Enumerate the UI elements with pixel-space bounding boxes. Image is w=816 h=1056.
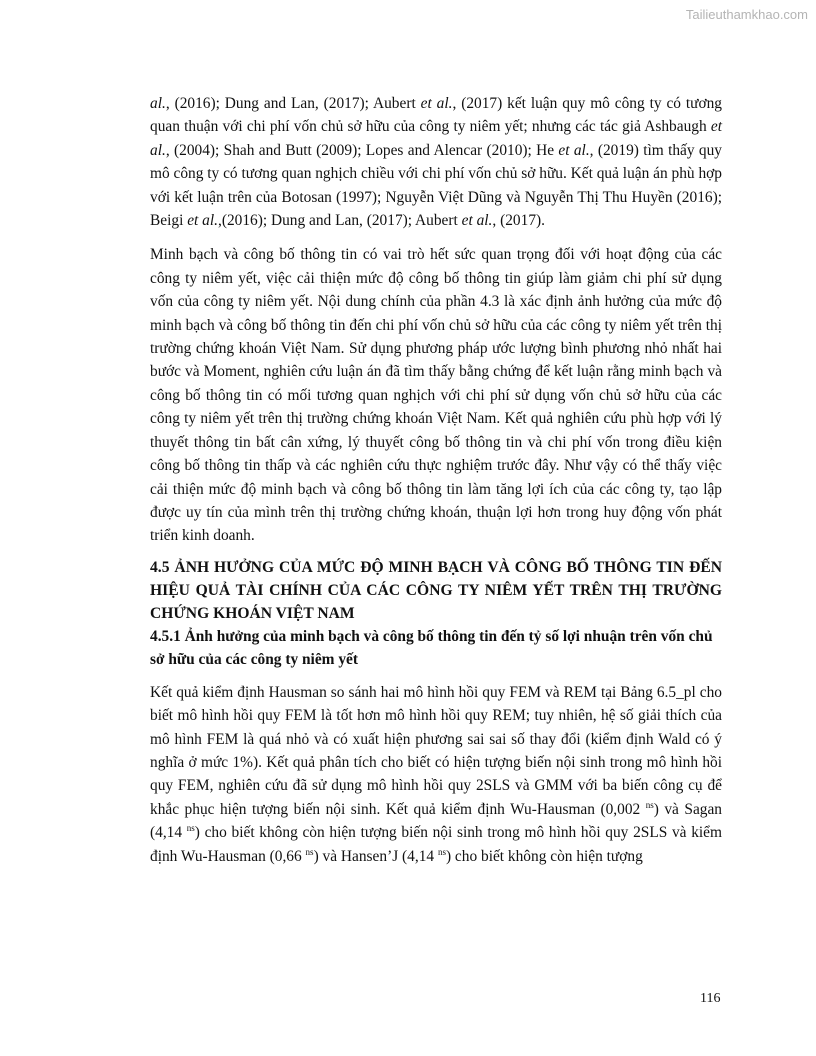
text-run: ) và Hansen’J (4,14: [313, 847, 438, 865]
italic-citation: et al.,: [558, 141, 594, 159]
superscript-ns: ns: [305, 846, 314, 857]
page-content: [150, 92, 722, 876]
section-heading: 4.5 ẢNH HƯỞNG CỦA MỨC ĐỘ MINH BẠCH VÀ CÔNG BỐ THÔNG TIN ĐẾN HIỆU QUẢ TÀI CHÍNH CỦA CÁC CÔNG TY NIÊM YẾT TRÊN THỊ TRƯỜNG CHỨNG KHOÁN VIỆT NAM: [150, 558, 722, 622]
italic-citation: al.: [150, 95, 166, 112]
italic-citation: et al.: [150, 118, 722, 159]
text-run: , (2017) kết luận quy mô công ty có tương quan thuận với chi phí vốn chủ sở hữu của công ty niêm yết; nhưng các tác giả Ashbaugh: [150, 95, 723, 136]
text-run: , (2004); Shah and Butt (2009); Lopes and Alencar (2010); He: [165, 141, 559, 159]
text-run: ) cho biết không còn hiện tượng biến nội sinh trong mô hình hồi quy 2SLS và kiểm định Wu-Hausman (0,66: [150, 824, 722, 865]
page-number: 116: [700, 991, 721, 1006]
watermark: Tailieuthamkhao.com: [685, 7, 808, 22]
text-run: ) cho biết không còn hiện tượng: [445, 847, 643, 865]
superscript-ns: ns: [186, 823, 195, 834]
italic-citation: et al.: [187, 212, 218, 230]
text-run: ) và Sagan (4,14: [150, 800, 722, 842]
paragraph-3: [150, 681, 722, 868]
superscript-ns: ns: [645, 799, 654, 810]
text-run: (2019) tìm thấy quy mô công ty có tương quan nghịch chiều với chi phí vốn chủ sở hữu. Kết quả luận án phù hợp với kết luận trên của Botosan (1997); Nguyễn Việt Dũng và Nguyễn Thị Thu Huyền (2016); Beigi: [150, 141, 723, 230]
text-run: , (2016); Dung and Lan, (2017); Aubert: [165, 95, 421, 112]
text-run: ,(2016); Dung and Lan, (2017); Aubert: [217, 212, 462, 230]
italic-citation: et al.: [420, 95, 453, 112]
subsection-heading: 4.5.1 Ảnh hưởng của minh bạch và công bố thông tin đến tỷ số lợi nhuận trên vốn chủ sở hữu của các công ty niêm yết: [150, 627, 713, 668]
text-run: Kết quả kiểm định Hausman so sánh hai mô hình hồi quy FEM và REM tại Bảng 6.5_pl cho biết mô hình hồi quy FEM là tốt hơn mô hình hồi quy REM; tuy nhiên, hệ số giải thích của mô hình FEM là quá nhỏ và có xuất hiện phương sai sai số thay đổi (kiểm định Wald có ý nghĩa ở mức 1%). Kết quả phân tích cho biết có hiện tượng biến nội sinh trong mô hình hồi quy FEM, nghiên cứu đã sử dụng mô hình hồi quy 2SLS và GMM với ba biến công cụ để khắc phục hiện tượng biến nội sinh. Kết quả kiểm định Wu-Hausman (0,002: [150, 683, 722, 818]
superscript-ns: ns: [437, 846, 446, 857]
text-run: , (2017).: [492, 212, 545, 230]
paragraph-1: [150, 92, 722, 232]
paragraph-2: Minh bạch và công bố thông tin có vai trò hết sức quan trọng đối với hoạt động của các công ty niêm yết, việc cải thiện mức độ công bố thông tin giúp làm giảm chi phí sử dụng vốn của công ty niêm yết. Nội dung chính của phần 4.3 là xác định ảnh hưởng của mức độ minh bạch và công bố thông tin đến chi phí vốn chủ sở hữu của các công ty niêm yết trên thị trường chứng khoán Việt Nam. Sử dụng phương pháp ước lượng bình phương nhỏ nhất hai bước và Moment, nghiên cứu luận án đã tìm thấy bằng chứng để kết luận rằng minh bạch và công bố thông tin có mối tương quan nghịch với chi phí sử dụng vốn chủ sở hữu của các công ty niêm yết trên thị trường chứng khoán Việt Nam. Kết quả nghiên cứu phù hợp với lý thuyết thông tin bất cân xứng, lý thuyết công bố thông tin và chi phí vốn trong điều kiện công bố thông tin thấp và các nghiên cứu thực nghiệm trước đây. Như vậy có thể thấy việc cải thiện mức độ minh bạch và công bố thông tin làm tăng lợi ích của các công ty, tạo lập được uy tín của mình trên thị trường chứng khoán, thuận lợi hơn trong huy động vốn phát triển kinh doanh.: [150, 246, 722, 545]
italic-citation: et al.: [461, 212, 493, 230]
